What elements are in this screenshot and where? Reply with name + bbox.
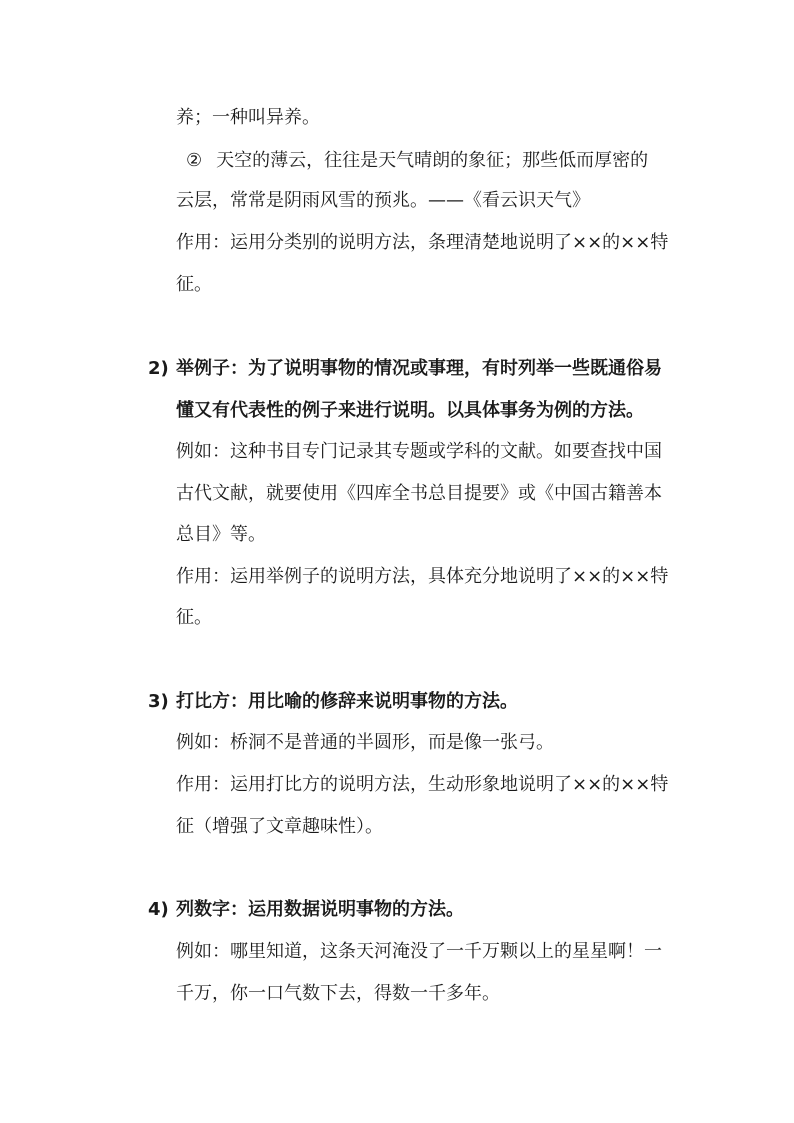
effect-text: 征。 — [176, 607, 212, 628]
effect-text: 作用：运用分类别的说明方法，条理清楚地说明了××的××特 — [176, 232, 669, 253]
example-text: 千万，你一口气数下去，得数一千多年。 — [176, 983, 500, 1004]
text-line: 养；一种叫异养。 — [176, 107, 320, 128]
section-number: 4) — [148, 899, 169, 920]
section-heading-text: 列数字：运用数据说明事物的方法。 — [176, 899, 464, 920]
example-text: 例如：桥洞不是普通的半圆形，而是像一张弓。 — [176, 732, 554, 753]
example-text: 例如：哪里知道，这条天河淹没了一千万颗以上的星星啊！一 — [176, 941, 662, 962]
section-heading — [148, 357, 662, 381]
effect-text: 征（增强了文章趣味性）。 — [176, 816, 383, 837]
section-number: 3) — [148, 691, 169, 712]
example-text: 古代文献，就要使用《四库全书总目提要》或《中国古籍善本 — [176, 483, 662, 504]
section-heading — [148, 898, 464, 922]
example-text: 总目》等。 — [176, 524, 266, 545]
section-heading-text: 打比方：用比喻的修辞来说明事物的方法。 — [176, 691, 518, 712]
section-heading — [148, 690, 518, 714]
section-heading-text: 举例子：为了说明事物的情况或事理，有时列举一些既通俗易 — [176, 358, 662, 379]
section-number: 2) — [148, 358, 169, 379]
effect-text: 征。 — [176, 274, 212, 295]
circled-number-2: ② — [186, 150, 203, 171]
text-line: 云层，常常是阴雨风雪的预兆。——《看云识天气》 — [176, 190, 590, 211]
example-text: 例如：这种书目专门记录其专题或学科的文献。如要查找中国 — [176, 441, 662, 462]
example-text: 天空的薄云，往往是天气晴朗的象征；那些低而厚密的 — [216, 150, 649, 171]
effect-text: 作用：运用打比方的说明方法，生动形象地说明了××的××特 — [176, 774, 669, 795]
section-heading-cont: 懂又有代表性的例子来进行说明。以具体事务为例的方法。 — [176, 400, 644, 421]
effect-text: 作用：运用举例子的说明方法，具体充分地说明了××的××特 — [176, 566, 669, 587]
text-line — [176, 149, 648, 173]
